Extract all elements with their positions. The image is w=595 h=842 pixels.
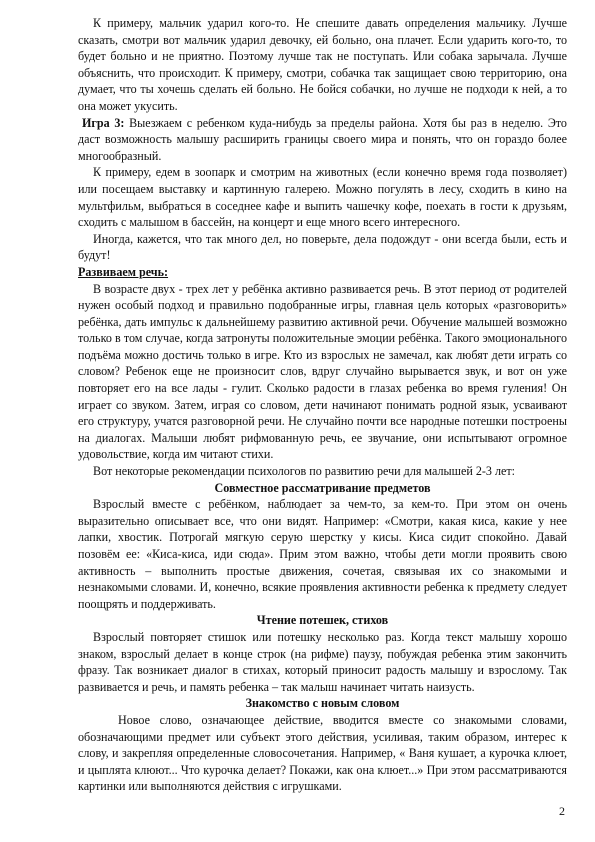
paragraph-recommendations: Вот некоторые рекомендации психологов по развитию речи для малышей 2-3 лет: [93, 464, 516, 479]
document-body [78, 15, 567, 795]
paragraph-new-word: Новое слово, означающее действие, вводится вместе со знакомыми словами, обозначающими предмет или субъект этого действия, усиливая, таким образом, интерес к слову, и закрепляя определенные словосочетания. Например, « Ваня кушает, а курочка клюет, и цыплята клюют... Что курочка делает? Покажи, как она клюет...» При этом рассматриваются картинки или выполняются действия с игрушками. [78, 712, 567, 794]
subheading-joint-viewing: Совместное рассматривание предметов [214, 480, 431, 495]
heading-speech-development: Развиваем речь: [78, 264, 169, 279]
paragraph-speech-age: В возрасте двух - трех лет у ребёнка активно развивается речь. В этот период от родителей нужен особый подход и правильно подобранные игры, главная цель которых «разговорить» ребёнка, дать импульс к дальнейшему развитию активной речи. Обучение малышей возможно только в том случае, когда затронуты положительные эмоции ребёнка. Такого эмоционального подъёма можно достичь только в игре. Кто из взрослых не замечал, как любят дети играть со словом? Ребенок еще не произносит слов, вдруг случайно вырывается звук, и вот он уже повторяет его на все лады - гулит. Сколько радости в глазах ребенка во время гуления! Он играет со звуком. Затем, играя со словом, дети начинают понимать родной язык, усваивают его структуру, учатся разговорной речи. Не случайно почти все народные потешки построены на диалогах. Малыши любят рифмованную речь, ее звучание, они испытывают огромное удовольствие, когда им читают стихи. [78, 281, 567, 462]
paragraph-joint-viewing: Взрослый вместе с ребёнком, наблюдает за чем-то, за кем-то. При этом он очень выразительно описывает все, что они видят. Например: «Смотри, какая киса, какие у нее лапки, хвостик. Потрогай мягкую серую шерстку у кисы. Киса сидит спокойно. Давай позовём ее: «Киса-киса, иди сюда». Прим этом важно, чтобы дети могли проявить свою активность – выполнить простые движения, сочетая, связывая их со знакомыми и незнакомыми словами. И, конечно, всякие проявления активности ребенка к предмету следует поощрять и поддерживать. [78, 497, 567, 611]
paragraph-boy-example: К примеру, мальчик ударил кого-то. Не спешите давать определения мальчику. Лучше сказать, смотри вот мальчик ударил девочку, ей больно, она плачет. Если ударить кого-то, то будет больно и не приятно. Поэтому лучше так не поступать. Или собака зарычала. Лучше объяснить, что происходит. К примеру, смотри, собачка так защищает свою территорию, она думает, что ты хочешь сделать ей больно. Не бойся собачки, но лучше не подходи к ней, а то она может укусить. [78, 16, 567, 113]
paragraph-game-3 [78, 115, 567, 165]
game-3-label: Игра 3: [82, 115, 125, 130]
game-3-text: Выезжаем с ребенком куда-нибудь за пределы района. Хотя бы раз в неделю. Это даст возможность малышу расширить границы своего мира и понять, что он гораздо более многообразный. [78, 115, 567, 163]
subheading-reading-rhymes: Чтение потешек, стихов [256, 613, 389, 628]
paragraph-things-wait: Иногда, кажется, что так много дел, но поверьте, дела подождут - они всегда были, есть и будут! [78, 231, 567, 263]
paragraph-reading-rhymes: Взрослый повторяет стишок или потешку несколько раз. Когда текст малышу хорошо знаком, взрослый делает в конце строк (на рифме) паузу, побуждая ребенка этим закончить фразу. Так возникает диалог в стихах, который приносит радость малышу и взрослому. Так развивается и речь, и память ребенка – так малыш начинает читать наизусть. [78, 629, 567, 694]
page-number: 2 [559, 804, 565, 818]
paragraph-trip-examples: К примеру, едем в зоопарк и смотрим на животных (если конечно время года позволяет) или посещаем выставку и картинную галерею. Можно погулять в лесу, сходить в кино на мультфильм, выбраться в соседнее кафе и выпить чашечку кофе, поехать в гости к друзьям, сходить с малышом в бассейн, на концерт и еще много всего интересного. [78, 165, 567, 230]
subheading-new-word: Знакомство с новым словом [245, 696, 400, 711]
